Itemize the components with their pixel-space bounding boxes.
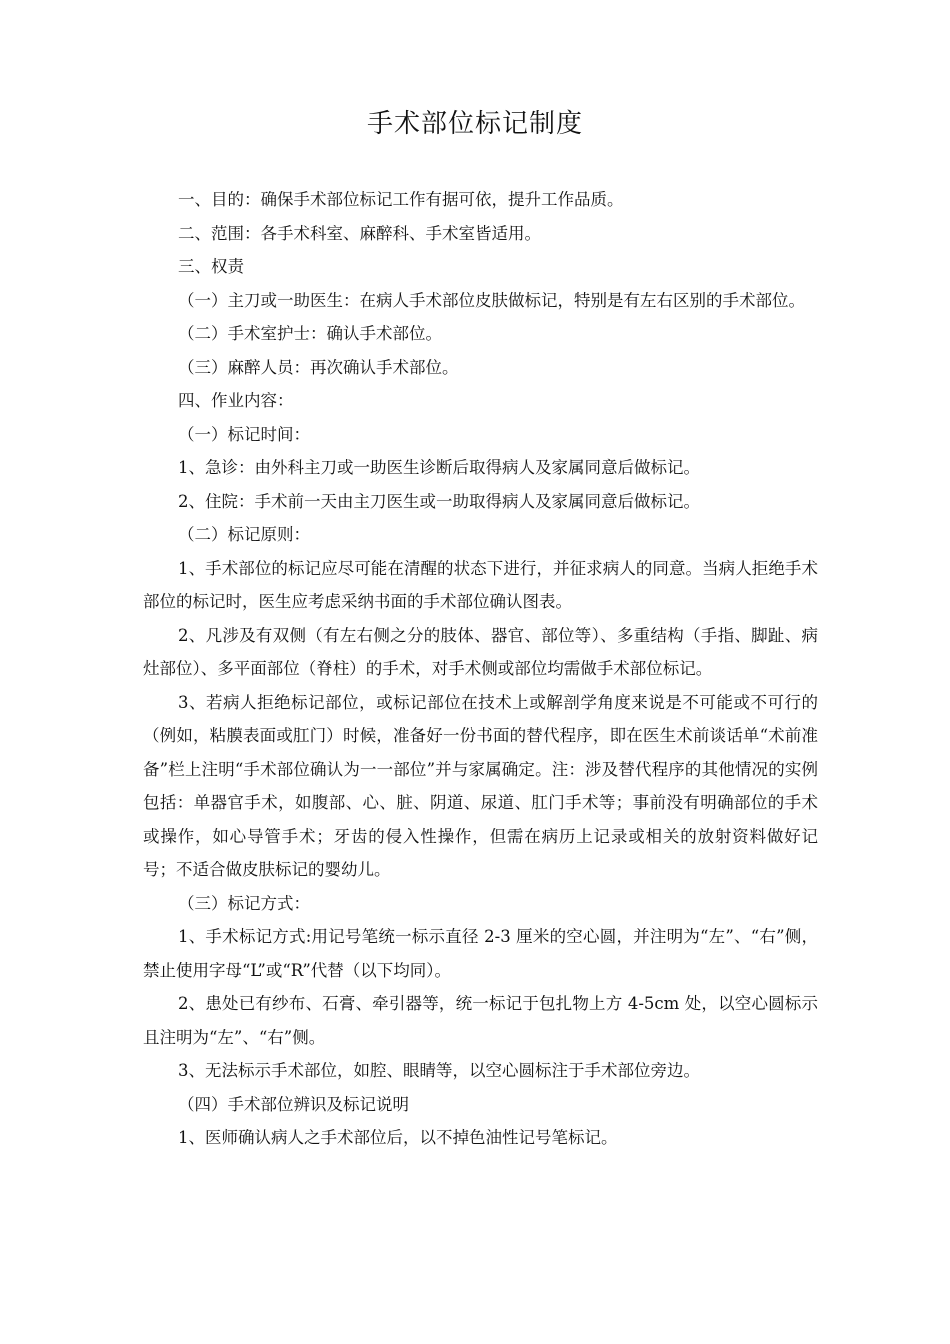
- paragraph-purpose: 一、目的：确保手术部位标记工作有据可依，提升工作品质。: [178, 190, 624, 209]
- paragraph-principle-1: 1、手术部位的标记应尽可能在清醒的状态下进行，并征求病人的同意。当病人拒绝手术部位的标记时，医生应考虑采纳书面的手术部位确认图表。: [143, 558, 818, 611]
- document-body: [143, 183, 818, 1155]
- paragraph-identification-heading: （四）手术部位辨识及标记说明: [178, 1094, 409, 1114]
- paragraph-principle-3: 3、若病人拒绝标记部位，或标记部位在技术上或解剖学角度来说是不可能或不可行的（例如，粘膜表面或肛门）时候，准备好一份书面的替代程序，即在医生术前谈话单“术前准备”栏上注明“手术部位确认为一一部位”并与家属确定。注：涉及替代程序的其他情况的实例包括：单器官手术，如腹部、心、脏、阴道、尿道、肛门手术等；事前没有明确部位的手术或操作，如心导管手术；牙齿的侵入性操作，但需在病历上记录或相关的放射资料做好记号；不适合做皮肤标记的婴幼儿。: [143, 692, 818, 879]
- paragraph-procedure-heading: 四、作业内容：: [178, 391, 294, 410]
- paragraph-responsibility-heading: 三、权责: [178, 257, 244, 276]
- paragraph-method-1: 1、手术标记方式:用记号笔统一标示直径 2-3 厘米的空心圆，并注明为“左”、“右”侧，禁止使用字母“L”或“R”代替（以下均同）。: [143, 927, 818, 980]
- paragraph-method-2: 2、患处已有纱布、石膏、牵引器等，统一标记于包扎物上方 4-5cm 处，以空心圆标示且注明为“左”、“右”侧。: [143, 994, 818, 1047]
- paragraph-responsibility-surgeon: （一）主刀或一助医生：在病人手术部位皮肤做标记，特别是有左右区别的手术部位。: [178, 290, 805, 310]
- paragraph-principle-2: 2、凡涉及有双侧（有左右侧之分的肢体、器官、部位等）、多重结构（手指、脚趾、病灶部位）、多平面部位（脊柱）的手术，对手术侧或部位均需做手术部位标记。: [143, 625, 818, 678]
- document-title: 手术部位标记制度: [366, 109, 583, 139]
- paragraph-scope: 二、范围：各手术科室、麻醉科、手术室皆适用。: [178, 223, 541, 243]
- paragraph-responsibility-nurse: （二）手术室护士：确认手术部位。: [178, 324, 442, 343]
- paragraph-method-3: 3、无法标示手术部位，如腔、眼睛等，以空心圆标注于手术部位旁边。: [178, 1061, 700, 1080]
- paragraph-method-heading: （三）标记方式：: [178, 893, 310, 913]
- paragraph-marking-time-heading: （一）标记时间：: [178, 424, 310, 444]
- paragraph-principles-heading: （二）标记原则：: [178, 525, 310, 544]
- paragraph-identification-1: 1、医师确认病人之手术部位后，以不掉色油性记号笔标记。: [178, 1128, 618, 1147]
- paragraph-emergency: 1、急诊：由外科主刀或一助医生诊断后取得病人及家属同意后做标记。: [178, 458, 700, 477]
- paragraph-responsibility-anesthesia: （三）麻醉人员：再次确认手术部位。: [178, 357, 459, 377]
- paragraph-inpatient: 2、住院：手术前一天由主刀医生或一助取得病人及家属同意后做标记。: [178, 491, 700, 511]
